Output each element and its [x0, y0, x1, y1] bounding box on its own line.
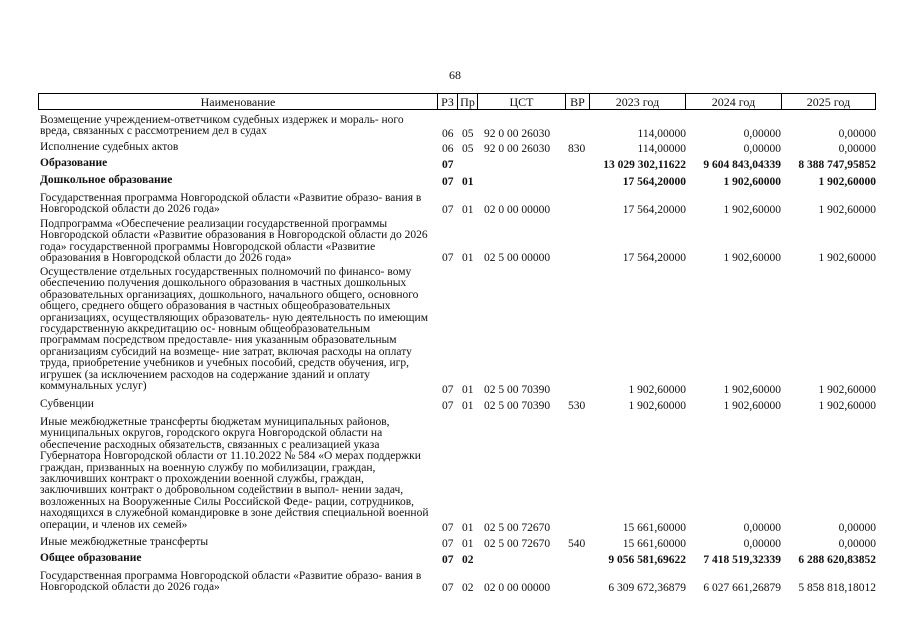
row-cst: 92 0 00 26030 [484, 143, 551, 155]
row-2023: 17 564,20000 [622, 204, 686, 216]
row-2023: 17 564,20000 [622, 252, 686, 264]
row-2024: 1 902,60000 [723, 176, 781, 188]
row-cst: 02 0 00 00000 [484, 204, 551, 216]
row-pr: 01 [462, 538, 474, 550]
row-name: Возмещение учреждением-ответчиком судебных издержек и мораль- ного вреда, связанных с рассмотрением дел в судах [40, 114, 404, 138]
row-cst: 02 5 00 70390 [484, 400, 551, 412]
row-2024: 0,00000 [743, 538, 781, 550]
table-row [38, 158, 876, 172]
row-2024: 0,00000 [743, 143, 781, 155]
row-name: Исполнение судебных актов [40, 141, 179, 153]
row-name: Государственная программа Новгородской области «Развитие образо- вания в Новгородской области до 2026 года» [40, 192, 422, 216]
row-rz: 07 [442, 159, 454, 171]
row-vr: 540 [568, 538, 586, 550]
row-2024: 1 902,60000 [723, 400, 781, 412]
header-name: Наименование [200, 95, 276, 109]
row-rz: 07 [442, 204, 454, 216]
table-row [38, 142, 876, 156]
row-2025: 0,00000 [838, 522, 876, 534]
table-row [38, 537, 876, 551]
row-pr: 05 [462, 128, 474, 140]
row-rz: 07 [442, 522, 454, 534]
row-2024: 0,00000 [743, 128, 781, 140]
row-2025: 1 902,60000 [818, 252, 876, 264]
header-2025: 2025 год [781, 94, 875, 109]
row-2024: 7 418 519,32339 [703, 554, 781, 566]
row-rz: 06 [442, 143, 454, 155]
row-2023: 9 056 581,69622 [608, 554, 686, 566]
row-2025: 0,00000 [838, 128, 876, 140]
row-name: Государственная программа Новгородской области «Развитие образо- вания в Новгородской области до 2026 года» [40, 570, 422, 594]
row-2023: 114,00000 [637, 128, 686, 140]
row-2024: 6 027 661,26879 [703, 582, 781, 594]
row-cst: 02 5 00 72670 [484, 538, 551, 550]
row-2025: 1 902,60000 [818, 176, 876, 188]
header-pr: Пр [457, 94, 477, 109]
row-2024: 1 902,60000 [723, 204, 781, 216]
row-2024: 1 902,60000 [723, 384, 781, 396]
row-rz: 07 [442, 252, 454, 264]
header-rz: РЗ [437, 94, 457, 109]
row-name: Дошкольное образование [40, 174, 173, 186]
table-row [38, 399, 876, 413]
row-2024: 0,00000 [743, 522, 781, 534]
row-2025: 1 902,60000 [818, 204, 876, 216]
row-2023: 1 902,60000 [628, 400, 686, 412]
row-pr: 01 [462, 176, 474, 188]
row-pr: 01 [462, 384, 474, 396]
row-2024: 9 604 843,04339 [703, 159, 781, 171]
table-row [38, 175, 876, 189]
table-row [38, 115, 876, 141]
row-pr: 02 [462, 554, 474, 566]
row-2025: 6 288 620,83852 [798, 554, 876, 566]
row-name: Общее образование [40, 552, 142, 564]
table-row [38, 219, 876, 265]
table-row [38, 193, 876, 217]
row-2023: 15 661,60000 [622, 538, 686, 550]
table-row [38, 571, 876, 595]
header-2024: 2024 год [685, 94, 781, 109]
row-2023: 15 661,60000 [622, 522, 686, 534]
row-name: Субвенции [40, 398, 94, 410]
row-2025: 5 858 818,18012 [798, 582, 876, 594]
table-header [38, 93, 876, 110]
row-rz: 07 [442, 538, 454, 550]
row-2025: 0,00000 [838, 538, 876, 550]
row-name: Образование [40, 157, 108, 169]
row-rz: 07 [442, 554, 454, 566]
row-rz: 06 [442, 128, 454, 140]
row-2025: 8 388 747,95852 [798, 159, 876, 171]
row-2023: 1 902,60000 [628, 384, 686, 396]
header-vr: ВР [565, 94, 589, 109]
row-2025: 0,00000 [838, 143, 876, 155]
table-row [38, 267, 876, 397]
row-cst: 02 0 00 00000 [484, 582, 551, 594]
header-2023: 2023 год [589, 94, 685, 109]
row-vr: 830 [568, 143, 586, 155]
row-2024: 1 902,60000 [723, 252, 781, 264]
table-row [38, 417, 876, 535]
row-rz: 07 [442, 176, 454, 188]
row-name: Подпрограмма «Обеспечение реализации государственной программы Новгородской области «Развитие образования в Новгородской области до 2026 года» государственной программы Новгородской области «Развитие образования в Новгородской области до 2026 года» [40, 218, 428, 265]
row-pr: 01 [462, 252, 474, 264]
row-name: Иные межбюджетные трансферты бюджетам муниципальных районов, муниципальных округов, городского округа Новгородской области на обеспечение расходных обязательств, связанных с реализацией указа Губернатора Новгородской области от 11.10.2022 № 584 «О мерах поддержки граждан, призванных на военную службу по мобилизации, граждан, заключивших контракт о прохождении военной службы, граждан, заключивших контракт о добровольном содействии в выпол- нении задач, возложенных на Вооруженные Силы Российской Феде- рации, сотрудников, находящихся в служебной командировке в зоне действия специальной военной операции, и членов их семей» [40, 416, 429, 531]
row-rz: 07 [442, 384, 454, 396]
row-cst: 02 5 00 70390 [484, 384, 551, 396]
page-number: 68 [449, 68, 461, 82]
row-name: Осуществление отдельных государственных полномочий по финансо- вому обеспечению получения дошкольного образования в частных дошкольных образовательных организациях, дошкольного, начального общего, основного общего, среднего общего образования в частных общеобразовательных организациях, осуществляющих образователь- ную деятельность по имеющим государственную аккредитацию ос- новным общеобразовательным программам посредством предоставле- ния указанным образовательным организациям субсидий на возмеще- ние затрат, включая расходы на оплату труда, приобретение учебников и учебных пособий, средств обучения, игр, игрушек (за исключением расходов на содержание зданий и оплату коммунальных услуг) [40, 266, 428, 393]
row-pr: 02 [462, 582, 474, 594]
row-pr: 01 [462, 204, 474, 216]
row-cst: 92 0 00 26030 [484, 128, 551, 140]
table-row [38, 553, 876, 567]
row-rz: 07 [442, 400, 454, 412]
row-name: Иные межбюджетные трансферты [40, 536, 209, 548]
row-pr: 01 [462, 400, 474, 412]
row-2023: 6 309 672,36879 [608, 582, 686, 594]
row-2023: 114,00000 [637, 143, 686, 155]
row-rz: 07 [442, 582, 454, 594]
row-pr: 05 [462, 143, 474, 155]
row-2023: 17 564,20000 [622, 176, 686, 188]
row-cst: 02 5 00 72670 [484, 522, 551, 534]
row-vr: 530 [568, 400, 586, 412]
row-2023: 13 029 302,11622 [603, 159, 686, 171]
row-pr: 01 [462, 522, 474, 534]
row-2025: 1 902,60000 [818, 384, 876, 396]
row-2025: 1 902,60000 [818, 400, 876, 412]
row-cst: 02 5 00 00000 [484, 252, 551, 264]
header-cst: ЦСТ [477, 94, 565, 109]
